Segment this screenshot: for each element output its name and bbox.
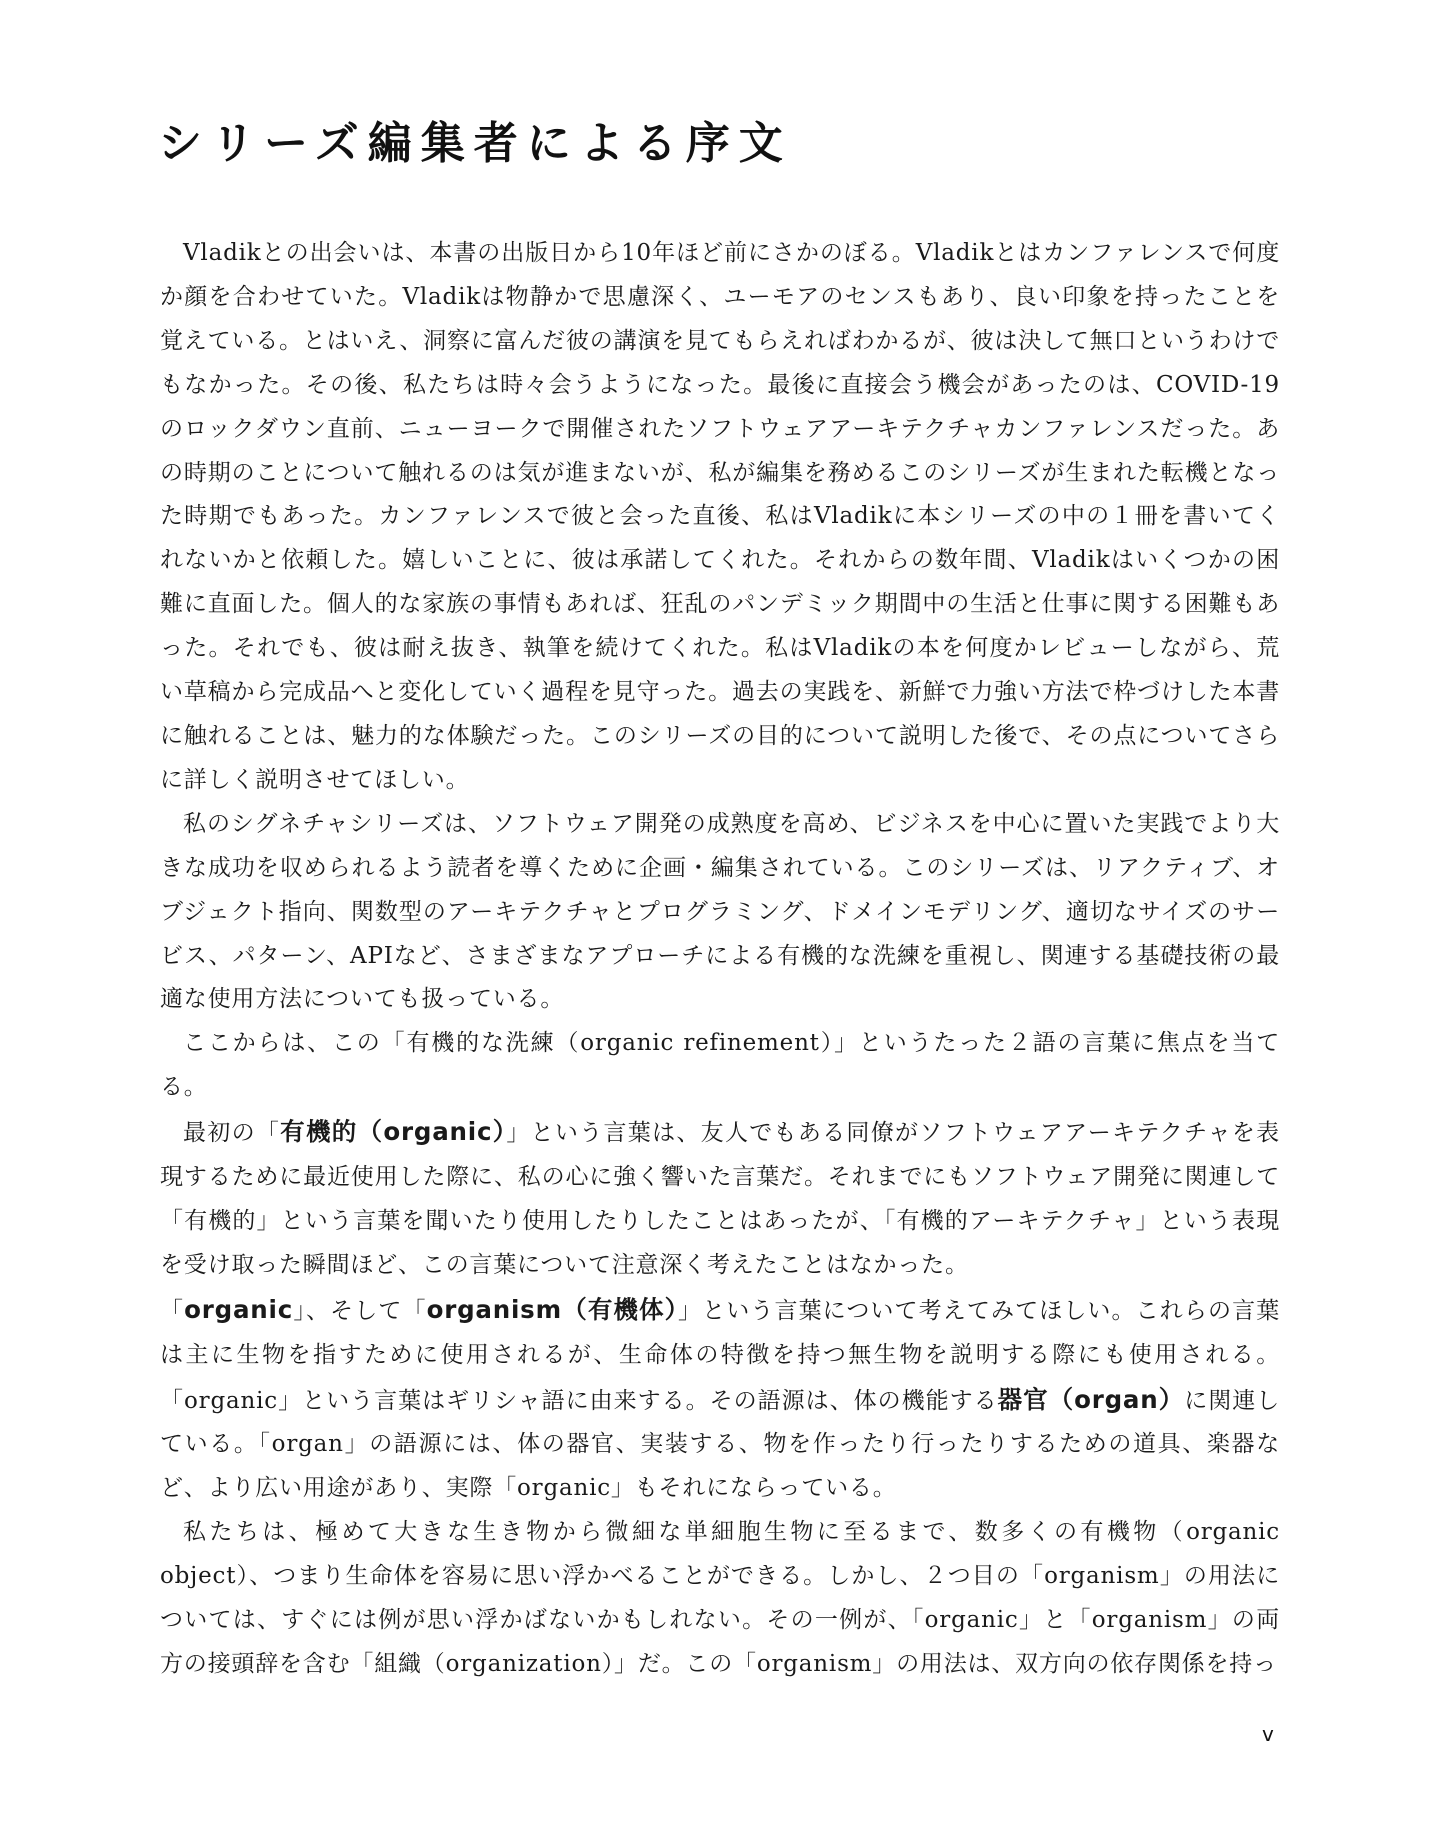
bold-term: organic: [184, 1294, 294, 1324]
paragraph-text: 」という言葉は、友人でもある同僚がソフトウェアアーキテクチャを表現するために最近使用した際に、私の心に強く響いた言葉だ。それまでにもソフトウェア開発に関連して「有機的」という言葉を聞いたり使用したりしたことはあったが、「有機的アーキテクチャ」という表現を受け取った瞬間ほど、この言葉について注意深く考えたことはなかった。: [160, 1120, 1280, 1278]
paragraph: [160, 1110, 1280, 1288]
paragraph: [160, 1288, 1280, 1512]
bold-term: organism（有機体）: [426, 1294, 679, 1324]
paragraph-text: 」、そして「: [293, 1297, 427, 1324]
paragraph-text: に関連している。「organ」の語源には、体の器官、実装する、物を作ったり行ったりするための道具、楽器など、より広い用途があり、実際「organic」もそれにならっている。: [160, 1387, 1280, 1502]
paragraph-text: 最初の「: [183, 1120, 281, 1147]
body-text: [160, 232, 1280, 1687]
bold-term: 器官（organ）: [997, 1384, 1185, 1414]
bold-term: 有機的（organic）: [280, 1117, 507, 1147]
paragraph-text: 「: [160, 1297, 185, 1324]
page-title: シリーズ編集者による序文: [158, 118, 792, 169]
paragraph-text: ここからは、この「有機的な洗練（organic refinement）」というたった２語の言葉に焦点を当てる。: [160, 1030, 1280, 1101]
paragraph-text: 私のシグネチャシリーズは、ソフトウェア開発の成熟度を高め、ビジネスを中心に置いた実践でより大きな成功を収められるよう読者を導くために企画・編集されている。このシリーズは、リアクティブ、オブジェクト指向、関数型のアーキテクチャとプログラミング、ドメインモデリング、適切なサイズのサービス、パターン、APIなど、さまざまなアプローチによる有機的な洗練を重視し、関連する基礎技術の最適な使用方法についても扱っている。: [160, 810, 1280, 1013]
paragraph-text: 私たちは、極めて大きな生き物から微細な単細胞生物に至るまで、数多くの有機物（organic object）、つまり生命体を容易に思い浮かべることができる。しかし、２つ目の「organism」の用法については、すぐには例が思い浮かばないかもしれない。その一例が、「organic」と「organism」の両方の接頭辞を含む「組織（organization）」だ。この「organism」の用法は、双方向の依存関係を持っ: [160, 1519, 1280, 1677]
paragraph: [160, 803, 1280, 1023]
paragraph: [160, 232, 1280, 803]
page-number: v: [1262, 1722, 1274, 1746]
paragraph-text: 」という言葉について考えてみてほしい。これらの言葉は主に生物を指すために使用されるが、生命体の特徴を持つ無生物を説明する際にも使用される。「organic」という言葉はギリシャ語に由来する。その語源は、体の機能する: [160, 1297, 1280, 1414]
paragraph: [160, 1511, 1280, 1687]
paragraph: [160, 1022, 1280, 1110]
paragraph-text: Vladikとの出会いは、本書の出版日から10年ほど前にさかのぼる。Vladikとはカンファレンスで何度か顔を合わせていた。Vladikは物静かで思慮深く、ユーモアのセンスもあり、良い印象を持ったことを覚えている。とはいえ、洞察に富んだ彼の講演を見てもらえればわかるが、彼は決して無口というわけでもなかった。その後、私たちは時々会うようになった。最後に直接会う機会があったのは、COVID-19のロックダウン直前、ニューヨークで開催されたソフトウェアアーキテクチャカンファレンスだった。あの時期のことについて触れるのは気が進まないが、私が編集を務めるこのシリーズが生まれた転機となった時期でもあった。カンファレンスで彼と会った直後、私はVladikに本シリーズの中の１冊を書いてくれないかと依頼した。嬉しいことに、彼は承諾してくれた。それからの数年間、Vladikはいくつかの困難に直面した。個人的な家族の事情もあれば、狂乱のパンデミック期間中の生活と仕事に関する困難もあった。それでも、彼は耐え抜き、執筆を続けてくれた。私はVladikの本を何度かレビューしながら、荒い草稿から完成品へと変化していく過程を見守った。過去の実践を、新鮮で力強い方法で枠づけした本書に触れることは、魅力的な体験だった。このシリーズの目的について説明した後で、その点についてさらに詳しく説明させてほしい。: [160, 240, 1280, 793]
